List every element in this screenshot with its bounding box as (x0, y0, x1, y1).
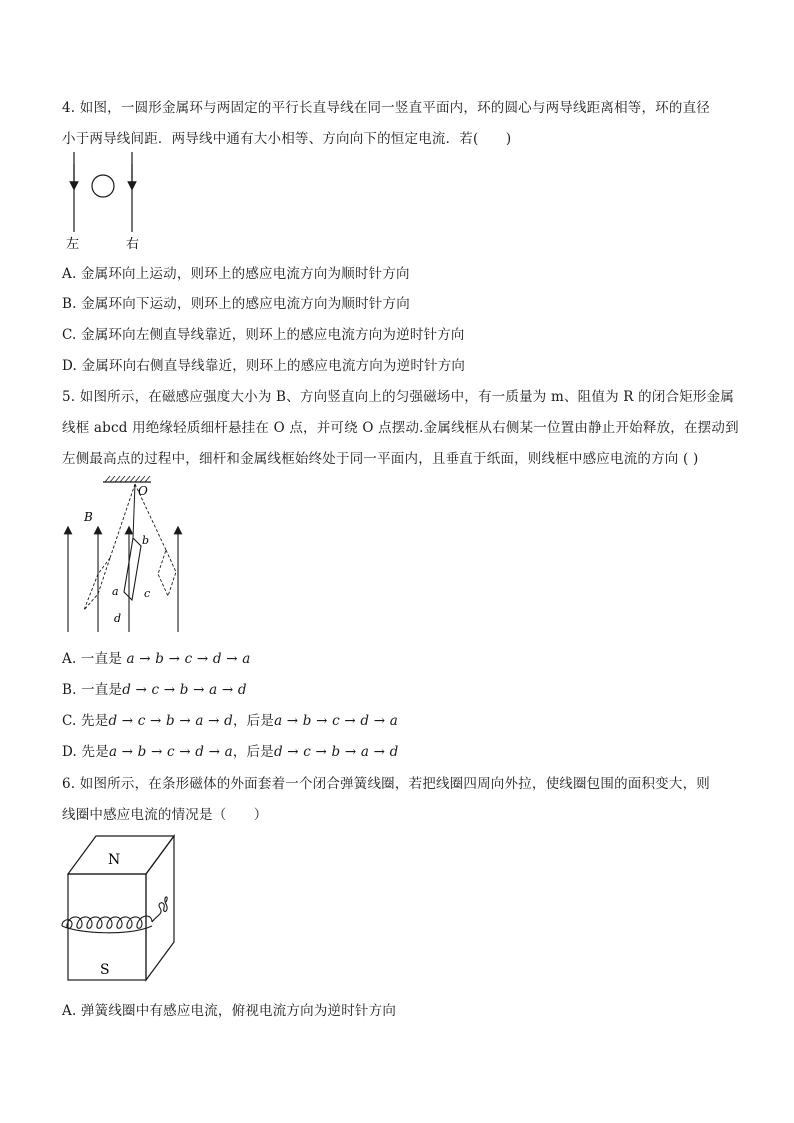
label-left: 左 (66, 237, 80, 252)
q5-option-d-math2: d → c → b → a → d (273, 744, 399, 760)
label-b: b (142, 534, 150, 547)
q5-option-a (62, 647, 250, 667)
q5-option-c (62, 709, 398, 729)
spring-coil (62, 897, 167, 933)
q5-option-c-math1: d → c → b → a → d (108, 713, 233, 729)
q6-figure (60, 834, 180, 990)
rod-right (135, 484, 166, 550)
q6-stem-line2: 线圈中感应电流的情况是（ ） (62, 807, 268, 823)
q5-option-c-mid: ，后是 (232, 713, 275, 729)
q4-option-a: A. 金属环向上运动，则环上的感应电流方向为顺时针方向 (62, 266, 410, 282)
q4-option-b: B. 金属环向下运动，则环上的感应电流方向为顺时针方向 (62, 296, 410, 312)
q5-stem-line1: 5. 如图所示，在磁感应强度大小为 B、方向竖直向上的匀强磁场中，有一质量为 m、阻值为 R 的闭合矩形金属 (62, 389, 735, 405)
rod-center (133, 484, 135, 538)
q5-stem-line2: 线框 abcd 用绝缘轻质细杆悬挂在 O 点，并可绕 O 点摆动.金属线框从右侧某一位置由静止开始释放，在摆动到 (62, 420, 739, 436)
q4-option-c: C. 金属环向左侧直导线靠近，则环上的感应电流方向为逆时针方向 (62, 327, 465, 343)
label-B: B (84, 510, 93, 524)
q5-option-b-prefix: B. 一直是 (62, 682, 123, 698)
q5-option-d-mid: ，后是 (232, 744, 274, 760)
q5-option-d-prefix: D. 先是 (62, 744, 109, 760)
q5-option-c-math2: a → b → c → d → a (274, 713, 398, 729)
label-N: N (108, 852, 121, 868)
frame-center (124, 538, 141, 600)
q4-stem-line1: 4. 如图，一圆形金属环与两固定的平行长直导线在同一竖直平面内，环的圆心与两导线距离相等，环的直径 (62, 100, 710, 116)
q4-option-d: D. 金属环向右侧直导线靠近，则环上的感应电流方向为逆时针方向 (62, 358, 466, 374)
q5-option-d (62, 740, 398, 760)
label-S: S (100, 962, 110, 978)
label-a: a (112, 585, 119, 598)
q5-option-b (62, 678, 247, 698)
q5-figure (58, 474, 198, 640)
q5-stem-line3: 左侧最高点的过程中，细杆和金属线框始终处于同一平面内，且垂直于纸面，则线框中感应电流的方向 ( ) (62, 451, 699, 467)
q5-option-a-prefix: A. 一直是 (62, 651, 123, 667)
q5-option-b-math: d → c → b → a → d (122, 682, 247, 698)
q4-figure (60, 150, 160, 258)
q5-option-c-prefix: C. 先是 (62, 713, 109, 729)
magnet-top-face (68, 836, 174, 874)
label-d: d (114, 612, 122, 625)
frame-left-dashed (84, 558, 110, 610)
q6-option-a: A. 弹簧线圈中有感应电流，俯视电流方向为逆时针方向 (62, 1003, 397, 1019)
q5-option-d-math1: a → b → c → d → a (108, 744, 233, 760)
label-o: O (138, 484, 148, 498)
q4-stem-line2: 小于两导线间距．两导线中通有大小相等、方向向下的恒定电流．若( ) (62, 131, 512, 147)
label-right: 右 (126, 237, 140, 252)
frame-right-dashed (158, 550, 176, 596)
q5-option-a-math: a → b → c → d → a (126, 651, 251, 667)
metal-ring (92, 175, 114, 197)
q6-stem-line1: 6. 如图所示，在条形磁体的外面套着一个闭合弹簧线圈，若把线圈四周向外拉，使线圈包围的面积变大，则 (62, 776, 710, 792)
label-c: c (144, 587, 151, 600)
